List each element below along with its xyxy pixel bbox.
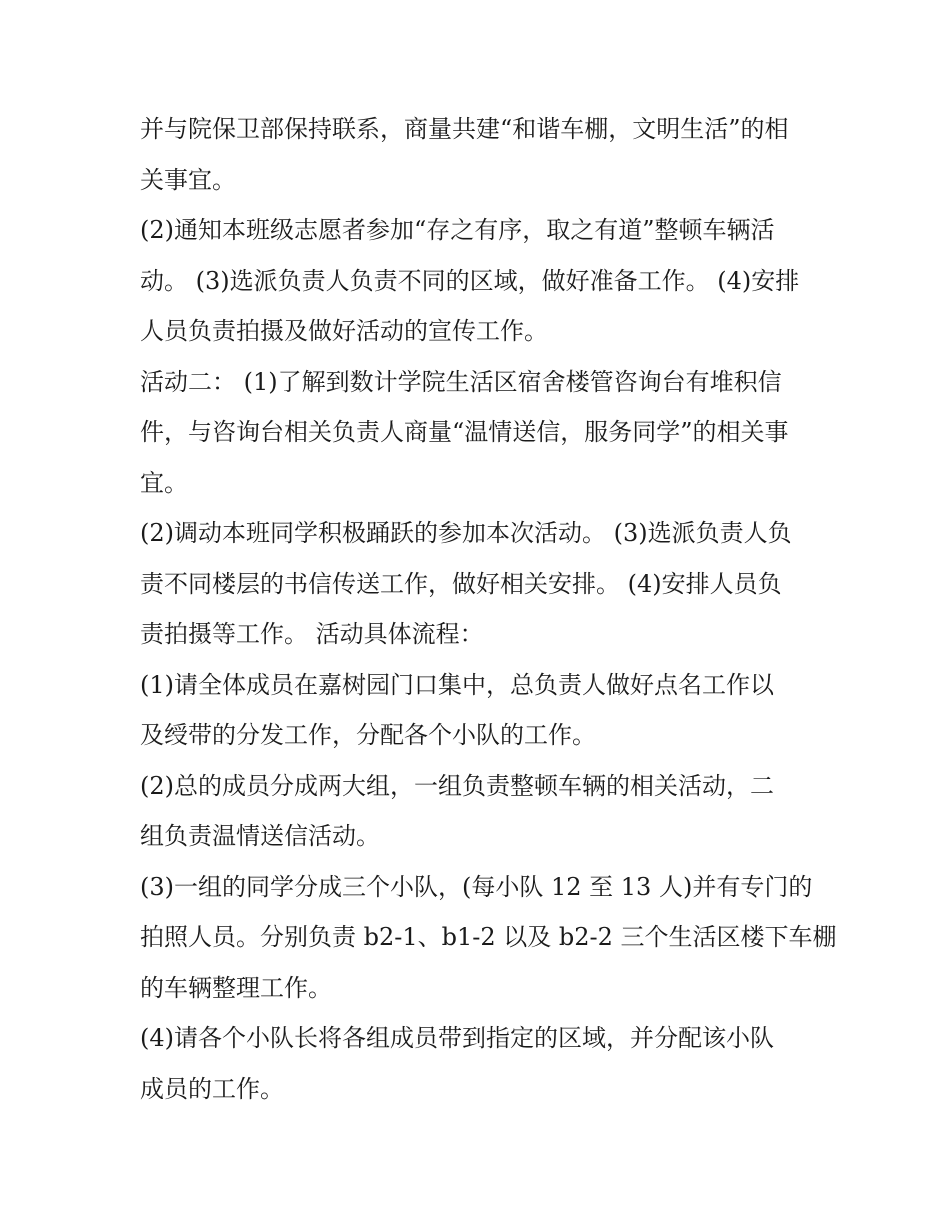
text-line: 人员负责拍摄及做好活动的宣传工作。 — [140, 317, 548, 345]
text-line: 并与院保卫部保持联系，商量共建“和谐车棚，文明生活”的相 — [140, 115, 789, 143]
text-line: (2)通知本班级志愿者参加“存之有序，取之有道”整顿车辆活 — [140, 216, 775, 244]
text-line: 动。 (3)选派负责人负责不同的区域，做好准备工作。 (4)安排 — [140, 266, 800, 295]
text-line: 成员的工作。 — [140, 1074, 284, 1103]
document-body — [140, 104, 837, 1114]
text-line: (2)调动本班同学积极踊跃的参加本次活动。 (3)选派负责人负 — [140, 519, 792, 547]
text-line: 组负责温情送信活动。 — [140, 822, 380, 850]
text-line: 的车辆整理工作。 — [140, 973, 332, 1002]
text-line: 活动二： (1)了解到数计学院生活区宿舍楼管咨询台有堆积信 — [140, 367, 782, 396]
text-line: 拍照人员。分别负责 b2-1、b1-2 以及 b2-2 三个生活区楼下车棚 — [140, 923, 837, 951]
text-line: (3)一组的同学分成三个小队，(每小队 12 至 13 人)并有专门的 — [140, 872, 813, 901]
text-line: 件，与咨询台相关负责人商量“温情送信，服务同学”的相关事 — [140, 418, 789, 446]
text-line: (1)请全体成员在嘉树园门口集中，总负责人做好点名工作以 — [140, 670, 774, 699]
text-line: (2)总的成员分成两大组，一组负责整顿车辆的相关活动，二 — [140, 771, 774, 800]
text-line: 责拍摄等工作。 活动具体流程： — [140, 620, 484, 648]
text-line: 责不同楼层的书信传送工作，做好相关安排。 (4)安排人员负 — [140, 569, 782, 598]
text-line: (4)请各个小队长将各组成员带到指定的区域，并分配该小队 — [140, 1024, 774, 1052]
text-line: 及绶带的分发工作，分配各个小队的工作。 — [140, 721, 596, 749]
text-line: 宜。 — [140, 468, 188, 497]
text-line: 关事宜。 — [140, 165, 236, 194]
